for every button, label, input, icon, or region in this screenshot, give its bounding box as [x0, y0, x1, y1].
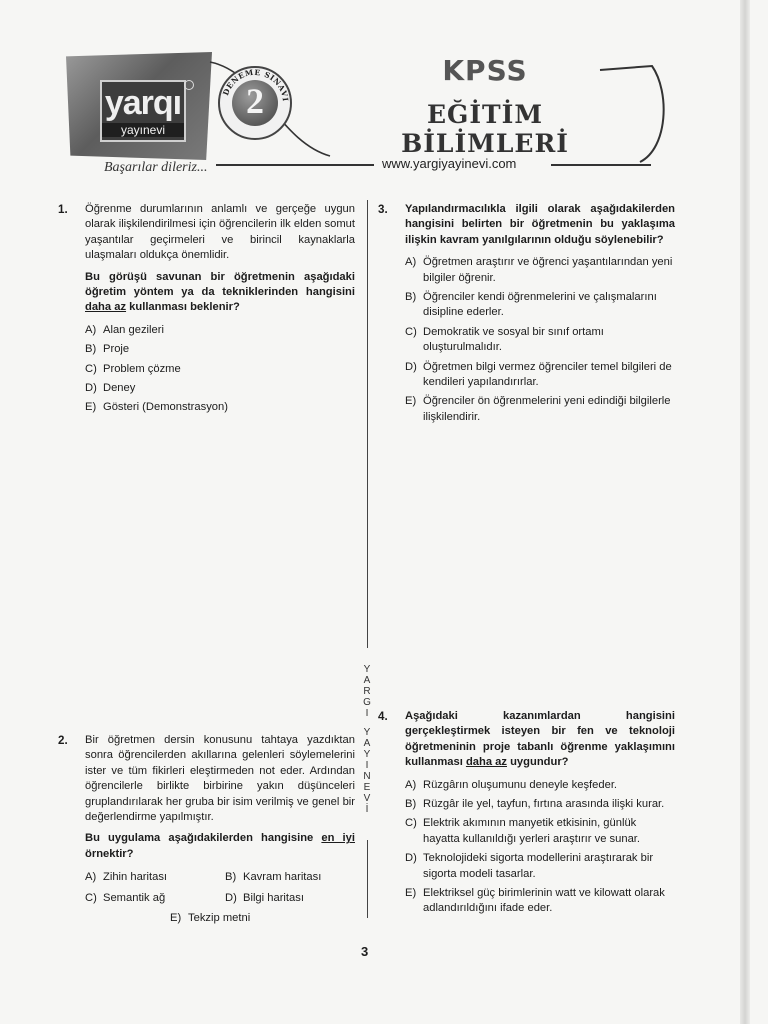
answer-option[interactable]: B) Öğrenciler kendi öğrenmelerini ve çalışmalarını disipline ederler.	[405, 291, 657, 319]
column-divider-top	[367, 200, 368, 648]
answer-option[interactable]: B) Kavram haritası	[225, 871, 322, 884]
question-stem: Bu uygulama aşağıdakilerden hangisine en iyi örnektir?	[85, 832, 355, 860]
answer-option[interactable]: A) Alan gezileri	[85, 323, 164, 336]
answer-option[interactable]: E) Tekzip metni	[170, 912, 251, 925]
question-number: 2.	[58, 734, 68, 747]
logo-brand-sub: yayınevi	[102, 123, 184, 137]
answer-option[interactable]: D) Bilgi haritası	[225, 891, 304, 904]
exam-seal	[218, 66, 292, 140]
question-stem: Yapılandırmacılıkla ilgili olarak aşağıdakilerden hangisini belirten bir öğretmenin bu yaklaşıma ilişkin kavram yanılgılarının olduğu söylenebilir?	[405, 203, 675, 246]
answer-option[interactable]: A) Zihin haritası	[85, 871, 168, 884]
answer-option[interactable]: D) Öğretmen bilgi vermez öğrenciler temel bilgileri de kendileri yapılandırırlar.	[405, 360, 672, 389]
question-stem: Aşağıdaki kazanımlardan hangisini gerçekleştirmek isteyen bir fen ve teknoloji öğretmeninin proje tabanlı öğrenme yaklaşımını kullanması daha az uygundur?	[405, 710, 675, 769]
question-stem: Bu görüşü savunan bir öğretmenin aşağıdaki öğretim yöntem ya da tekniklerinden hangisini daha az kullanması beklenir?	[85, 270, 355, 314]
side-publisher-text: Y A R G I Y A Y I N E V İ	[363, 664, 371, 815]
answer-option[interactable]: C) Problem çözme	[85, 362, 181, 375]
answer-option[interactable]: B) Rüzgâr ile yel, tayfun, fırtına arasında ilişki kurar.	[405, 798, 665, 811]
publisher-logo	[66, 52, 212, 164]
answer-options	[85, 323, 355, 416]
logo-brand-name: yarqı	[104, 84, 182, 122]
answer-option[interactable]: D) Teknolojideki sigorta modellerini araştırarak bir sigorta modeli tasarlar.	[405, 852, 654, 880]
answer-options	[405, 778, 675, 917]
question-number: 3.	[378, 203, 388, 216]
logo-brand-box	[100, 80, 186, 142]
answer-option[interactable]: E) Öğrenciler ön öğrenmelerini yeni edindiği bilgilerle ilişkilendirir.	[405, 395, 671, 423]
answer-options	[405, 255, 675, 425]
website-link[interactable]: www.yargiyayinevi.com	[382, 156, 517, 171]
answer-options	[85, 870, 355, 906]
answer-option[interactable]: E) Elektriksel güç birimlerinin watt ve kilowatt olarak adlandırıldığını ifade eder.	[405, 887, 665, 915]
question-intro: Öğrenme durumlarının anlamlı ve gerçeğe uygun olarak ilişkilendirilmesi için öğrencilerin ilk elden somut yaşantılar geçirmeleri ve birincil kaynaklarla ulaşmaları oldukça önemlidir.	[85, 203, 355, 262]
answer-option[interactable]: C) Elektrik akımının manyetik etkisinin, günlük hayatta kullanıldığı yerleri araştırır ve sunar.	[405, 817, 641, 845]
question-1	[58, 202, 355, 420]
exam-title: KPSS	[442, 54, 528, 87]
scan-edge	[740, 0, 750, 1024]
answer-option[interactable]: B) Proje	[85, 343, 130, 356]
question-4	[378, 709, 675, 921]
question-3	[378, 202, 675, 429]
question-intro: Bir öğretmen dersin konusunu tahtaya yazdıktan sonra öğrencilerden akıllarına gelenleri söylemelerini ister ve tüm fikirleri eleştirmeden not eder. Ardından öğrencilerle birlikte birbirine yakın düşünceleri gruplandırılarak her gruba bir isim verilmiş ve genel bir değerlendirme yapılmıştır.	[85, 734, 355, 824]
website-rule-right	[551, 164, 651, 166]
answer-option[interactable]: D) Deney	[85, 382, 136, 395]
seal-ring-label: DENEME SINAVI	[221, 67, 291, 103]
answer-option[interactable]: A) Öğretmen araştırır ve öğrenci yaşantılarından yeni bilgiler öğrenir.	[405, 256, 673, 284]
question-2	[58, 733, 355, 930]
page-number: 3	[361, 944, 369, 959]
tagline: Başarılar dileriz...	[104, 160, 208, 175]
answer-option[interactable]: E) Gösteri (Demonstrasyon)	[85, 401, 228, 414]
answer-option[interactable]: A) Rüzgârın oluşumunu deneyle keşfeder.	[405, 778, 618, 791]
exam-number: 2	[246, 81, 264, 121]
answer-option[interactable]: C) Demokratik ve sosyal bir sınıf ortamı oluşturulmalıdır.	[405, 325, 604, 354]
exam-subtitle: EĞİTİM BİLİMLERİ	[401, 100, 569, 158]
website-rule-left	[216, 164, 374, 166]
answer-option[interactable]: C) Semantik ağ	[85, 891, 166, 904]
question-number: 1.	[58, 203, 68, 216]
registered-mark-icon	[184, 80, 194, 90]
question-number: 4.	[378, 710, 388, 723]
column-divider-bottom	[367, 840, 368, 918]
